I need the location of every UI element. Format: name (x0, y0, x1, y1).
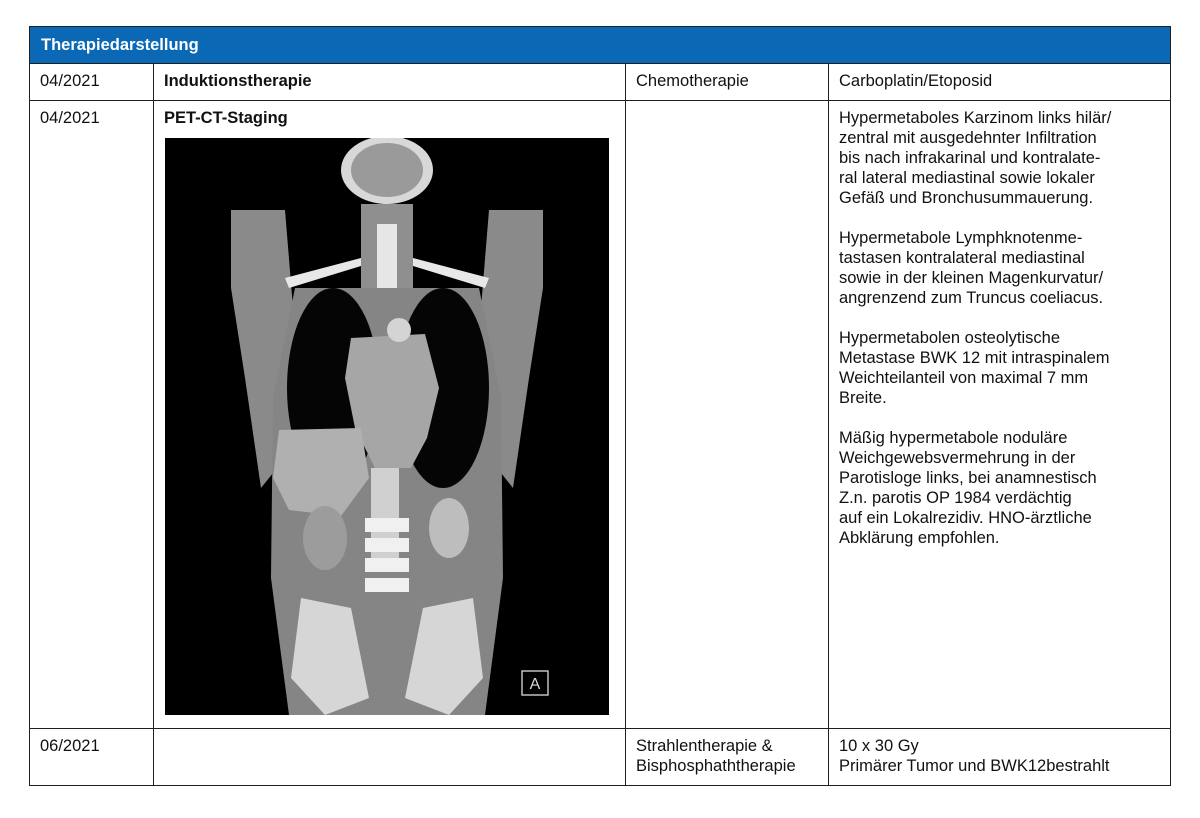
finding-line: bis nach infrakarinal und kontralate- (839, 149, 1101, 167)
finding-line: sowie in der kleinen Magenkurvatur/ (839, 269, 1104, 287)
title-cell: Induktionstherapie (154, 64, 626, 100)
finding-line: tastasen kontralateral mediastinal (839, 249, 1085, 267)
finding-line: Z.n. parotis OP 1984 verdächtig (839, 489, 1072, 507)
detail-line: 10 x 30 Gy (839, 737, 919, 755)
type-line: Bisphosphaththerapie (636, 757, 796, 775)
finding-line: Breite. (839, 389, 887, 407)
table-row (30, 101, 1170, 729)
detail-line: Carboplatin/Etoposid (839, 72, 993, 90)
finding-paragraph (839, 328, 1160, 408)
finding-line: angrenzend zum Truncus coeliacus. (839, 289, 1104, 307)
finding-line: Weichteilanteil von maximal 7 mm (839, 369, 1089, 387)
finding-line: Mäßig hypermetabole noduläre (839, 429, 1068, 447)
type-cell (626, 101, 829, 728)
finding-line: Weichgewebsvermehrung in der (839, 449, 1076, 467)
finding-line: Hypermetabole Lymphknotenme- (839, 229, 1083, 247)
findings-cell (829, 101, 1170, 728)
detail-cell (829, 729, 1170, 785)
staging-title: PET-CT-Staging (164, 109, 288, 127)
finding-line: zentral mit ausgedehnter Infiltration (839, 129, 1097, 147)
finding-line: ral lateral mediastinal sowie lokaler (839, 169, 1095, 187)
finding-line: Abklärung empfohlen. (839, 529, 1000, 547)
finding-line: Hypermetaboles Karzinom links hilär/ (839, 109, 1112, 127)
finding-line: Metastase BWK 12 mit intraspinalem (839, 349, 1110, 367)
date-cell: 04/2021 (30, 64, 154, 100)
detail-line: Primärer Tumor und BWK12bestrahlt (839, 757, 1110, 775)
table-row (30, 729, 1170, 785)
finding-paragraph (839, 228, 1160, 308)
type-line: Strahlentherapie & (636, 737, 773, 755)
finding-line: Hypermetabolen osteolytische (839, 329, 1061, 347)
finding-paragraph (839, 428, 1160, 548)
type-cell (626, 729, 829, 785)
table-row (30, 64, 1170, 101)
detail-cell (829, 64, 1170, 100)
date-cell: 06/2021 (30, 729, 154, 785)
date-cell: 04/2021 (30, 101, 154, 728)
orientation-label: A (529, 676, 541, 693)
finding-line: Parotisloge links, bei anamnestisch (839, 469, 1097, 487)
pet-ct-image (165, 138, 609, 715)
title-cell (154, 729, 626, 785)
finding-line: auf ein Lokalrezidiv. HNO-ärztliche (839, 509, 1092, 527)
table-header: Therapiedarstellung (30, 27, 1170, 64)
finding-line: Gefäß und Bronchusummauerung. (839, 189, 1094, 207)
therapy-table (29, 26, 1171, 786)
type-cell: Chemotherapie (626, 64, 829, 100)
finding-paragraph (839, 108, 1160, 208)
